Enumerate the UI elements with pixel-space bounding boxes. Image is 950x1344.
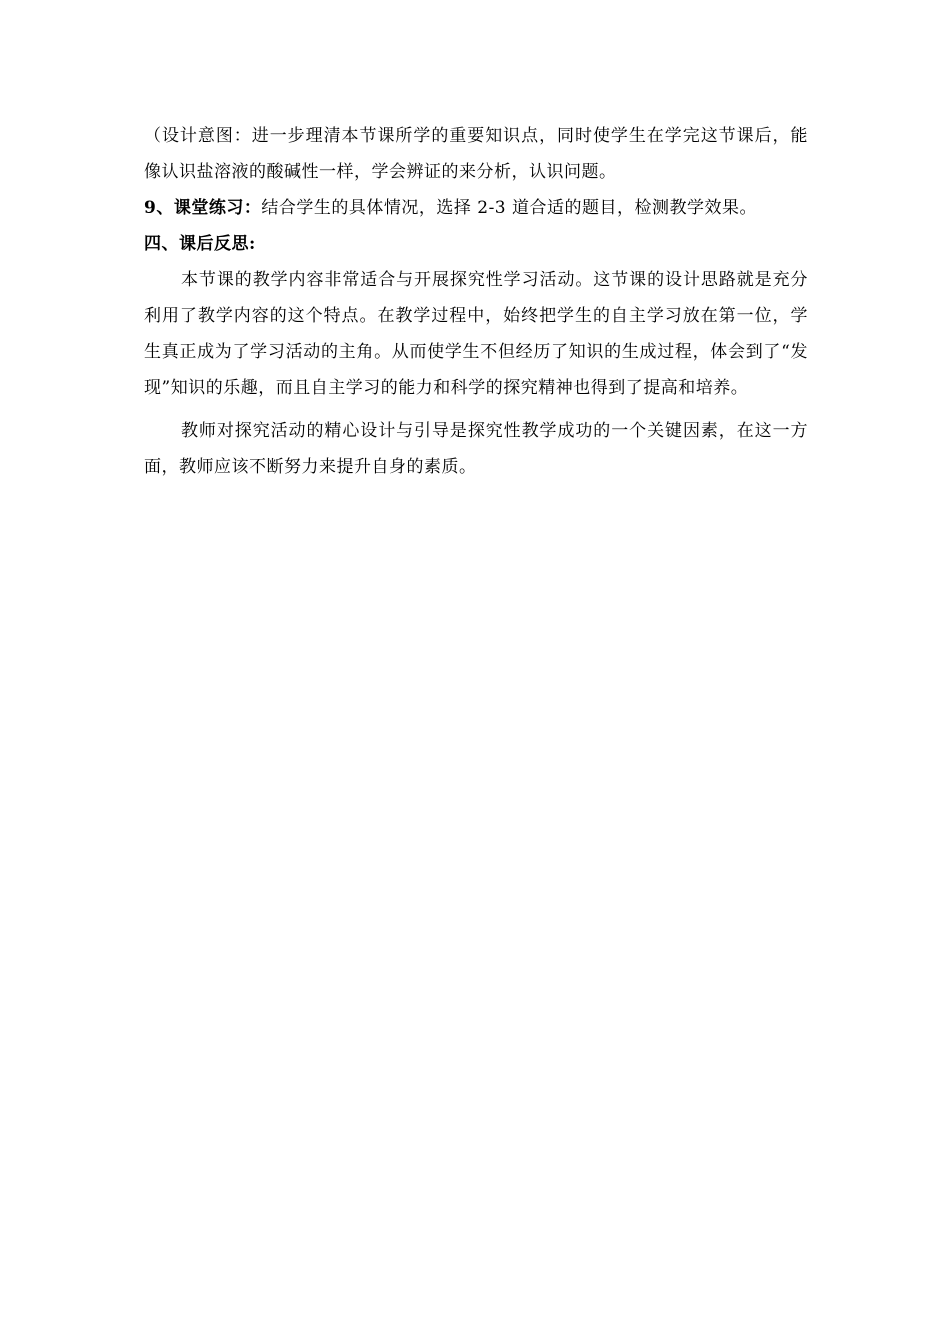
practice-heading: 9、课堂练习： (144, 198, 262, 218)
reflection-paragraph-1: 本节课的教学内容非常适合与开展探究性学习活动。这节课的设计思路就是充分利用了教学内容的这个特点。在教学过程中，始终把学生的自主学习放在第一位，学生真正成为了学习活动的主角。从而使学生不但经历了知识的生成过程，体会到了“发现”知识的乐趣，而且自主学习的能力和科学的探究精神也得到了提高和培养。 (144, 270, 808, 398)
design-intent-paragraph: （设计意图：进一步理清本节课所学的重要知识点，同时使学生在学完这节课后，能像认识盐溶液的酸碱性一样，学会辨证的来分析，认识问题。 (144, 126, 808, 182)
reflection-heading: 四、课后反思: (144, 234, 256, 254)
document-body (144, 118, 808, 485)
practice-text: 结合学生的具体情况，选择 2-3 道合适的题目，检测教学效果。 (261, 198, 758, 218)
practice-paragraph (144, 190, 808, 226)
reflection-paragraph-2: 教师对探究活动的精心设计与引导是探究性教学成功的一个关键因素，在这一方面，教师应该不断努力来提升自身的素质。 (144, 421, 808, 477)
